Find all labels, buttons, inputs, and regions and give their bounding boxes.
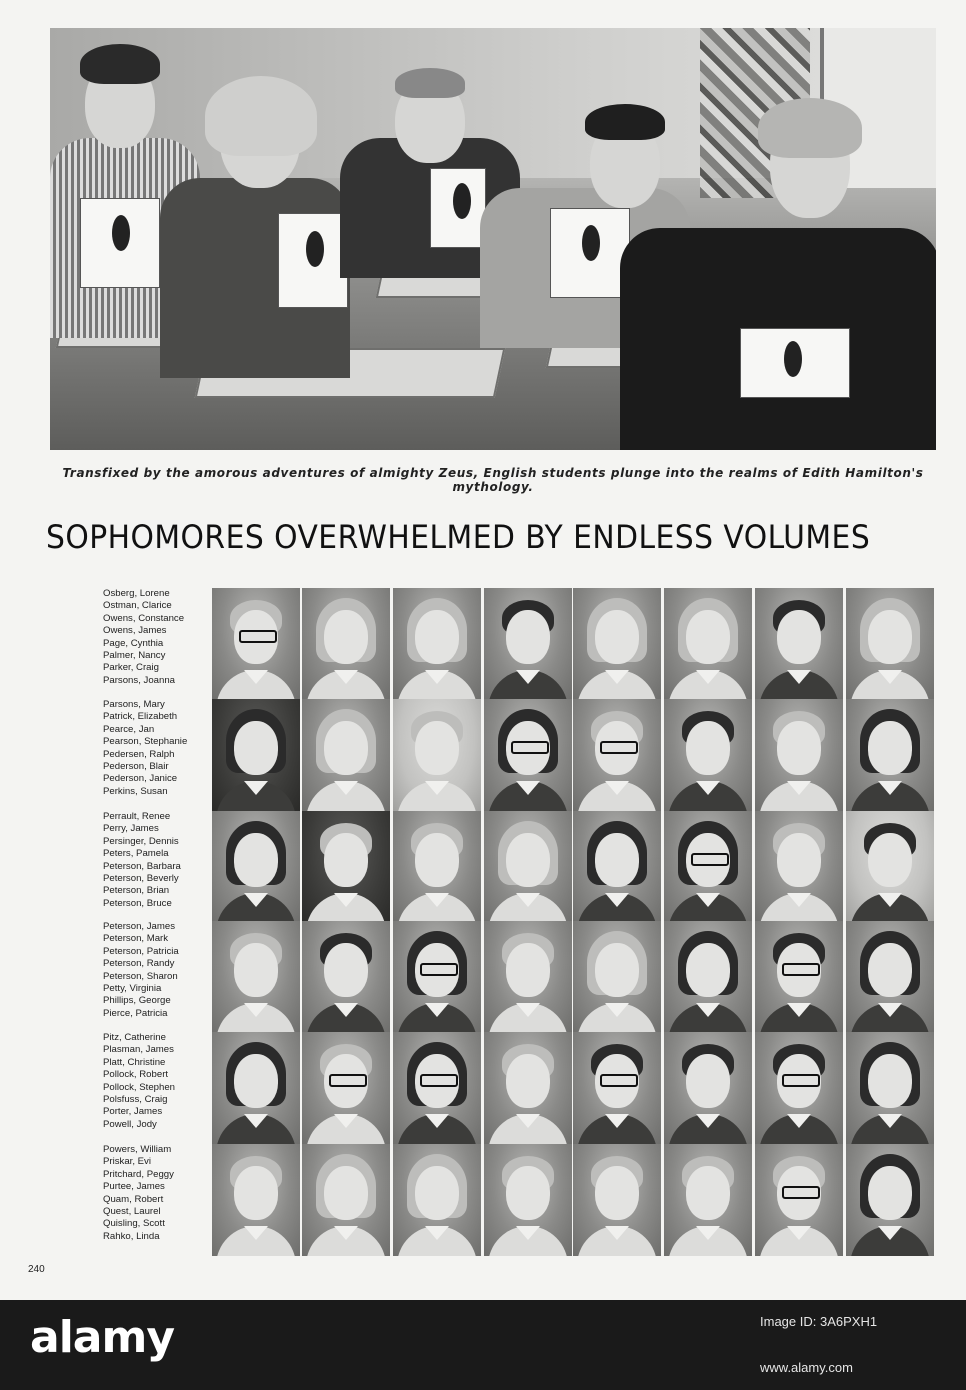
- student-portrait: [664, 588, 752, 700]
- student-name: Peterson, Mark: [103, 933, 169, 945]
- student-portrait: [755, 1032, 843, 1144]
- student-name: Priskar, Evi: [103, 1156, 151, 1168]
- name-list-row-6: [103, 1144, 213, 1243]
- student-portrait: [664, 921, 752, 1033]
- student-portrait: [212, 1032, 300, 1144]
- student-name: Peterson, Barbara: [103, 860, 181, 872]
- student-portrait: [484, 699, 572, 811]
- student-portrait: [573, 921, 661, 1033]
- student-portrait: [846, 811, 934, 923]
- student-portrait: [302, 811, 390, 923]
- student-name: Peterson, Sharon: [103, 970, 178, 982]
- student-portrait: [755, 1144, 843, 1256]
- student-name: Purtee, James: [103, 1181, 165, 1193]
- student-name: Palmer, Nancy: [103, 650, 166, 662]
- student-name: Perrault, Renee: [103, 811, 171, 822]
- student-name: Parsons, Mary: [103, 699, 165, 710]
- student-portrait: [664, 1032, 752, 1144]
- student-portrait: [212, 1144, 300, 1256]
- brand-logo: alamy: [30, 1312, 174, 1363]
- student-portrait: [393, 588, 481, 700]
- photo-caption: Transfixed by the amorous adventures of almighty Zeus, English students plunge into the realms of Edith Hamilton's mythology.: [62, 466, 924, 494]
- site-url: www.alamy.com: [760, 1360, 853, 1375]
- student-portrait: [302, 588, 390, 700]
- student-portrait: [755, 811, 843, 923]
- student-name: Pierce, Patricia: [103, 1007, 168, 1019]
- student-name: Peterson, Randy: [103, 958, 175, 970]
- student-name: Peterson, Beverly: [103, 873, 179, 885]
- student-name: Powers, William: [103, 1144, 172, 1155]
- student-name: Owens, Constance: [103, 612, 185, 624]
- student-portrait: [846, 588, 934, 700]
- student-name: Powell, Jody: [103, 1118, 157, 1130]
- student-name: Porter, James: [103, 1106, 163, 1118]
- student-name: Perkins, Susan: [103, 785, 168, 797]
- student-portrait: [393, 811, 481, 923]
- student-portrait: [755, 699, 843, 811]
- student-name: Rahko, Linda: [103, 1230, 160, 1242]
- student-portrait: [664, 811, 752, 923]
- student-portrait: [846, 699, 934, 811]
- student-portrait: [393, 921, 481, 1033]
- student-portrait: [846, 1144, 934, 1256]
- student-name: Peters, Pamela: [103, 848, 169, 860]
- student-name: Parker, Craig: [103, 662, 159, 674]
- name-list-row-5: [103, 1032, 213, 1131]
- student-portrait: [212, 921, 300, 1033]
- student-portrait: [212, 588, 300, 700]
- student-portrait: [302, 699, 390, 811]
- student-portrait: [393, 1144, 481, 1256]
- student-portrait: [302, 1032, 390, 1144]
- student-portrait: [664, 1144, 752, 1256]
- student-name: Platt, Christine: [103, 1056, 166, 1068]
- classroom-photo: [50, 28, 936, 450]
- student-name: Pederson, Blair: [103, 761, 169, 773]
- student-portrait: [484, 811, 572, 923]
- student-portrait: [212, 699, 300, 811]
- student-name: Osberg, Lorene: [103, 588, 170, 599]
- student-portrait: [573, 811, 661, 923]
- student-name: Page, Cynthia: [103, 637, 164, 649]
- student-portrait: [484, 1032, 572, 1144]
- student-name: Peterson, Bruce: [103, 897, 172, 909]
- student-portrait: [755, 588, 843, 700]
- name-list-row-3: [103, 811, 213, 910]
- name-list-row-1: [103, 588, 213, 687]
- student-name: Peterson, James: [103, 921, 175, 932]
- student-portrait: [393, 1032, 481, 1144]
- student-name: Phillips, George: [103, 995, 171, 1007]
- page-headline: SOPHOMORES OVERWHELMED BY ENDLESS VOLUMES: [46, 518, 871, 556]
- student-name: Petty, Virginia: [103, 983, 162, 995]
- student-name: Patrick, Elizabeth: [103, 711, 178, 723]
- student-name: Polsfuss, Craig: [103, 1094, 168, 1106]
- student-portrait: [846, 921, 934, 1033]
- student-name: Quam, Robert: [103, 1193, 164, 1205]
- student-name: Peterson, Brian: [103, 885, 170, 897]
- student-name: Pearson, Stephanie: [103, 736, 188, 748]
- image-id: Image ID: 3A6PXH1: [760, 1314, 878, 1329]
- student-portrait: [755, 921, 843, 1033]
- name-list-row-4: [103, 921, 213, 1020]
- student-portrait: [484, 921, 572, 1033]
- student-portrait: [664, 699, 752, 811]
- student-name: Parsons, Joanna: [103, 674, 175, 686]
- student-name: Quest, Laurel: [103, 1206, 161, 1218]
- student-name: Persinger, Dennis: [103, 835, 179, 847]
- student-name: Quisling, Scott: [103, 1218, 165, 1230]
- page-number: 240: [28, 1264, 45, 1275]
- student-name: Ostman, Clarice: [103, 600, 172, 612]
- student-name: Pollock, Robert: [103, 1069, 169, 1081]
- student-portrait: [484, 1144, 572, 1256]
- student-portrait: [302, 1144, 390, 1256]
- student-name: Pollock, Stephen: [103, 1081, 175, 1093]
- student-name: Pitz, Catherine: [103, 1032, 166, 1043]
- student-name: Owens, James: [103, 625, 167, 637]
- student-name: Peterson, Patricia: [103, 945, 179, 957]
- student-name: Pederson, Janice: [103, 773, 178, 785]
- student-portrait: [573, 1144, 661, 1256]
- student-portrait: [846, 1032, 934, 1144]
- student-name: Pritchard, Peggy: [103, 1168, 174, 1180]
- student-portrait: [573, 1032, 661, 1144]
- name-list-row-2: [103, 699, 213, 798]
- student-portrait: [573, 699, 661, 811]
- student-portrait: [484, 588, 572, 700]
- student-portrait: [393, 699, 481, 811]
- student-name: Pearce, Jan: [103, 723, 155, 735]
- student-portrait: [212, 811, 300, 923]
- student-name: Perry, James: [103, 823, 159, 835]
- student-portrait: [302, 921, 390, 1033]
- stock-watermark-bar: [0, 1300, 966, 1390]
- student-portrait: [573, 588, 661, 700]
- student-name: Plasman, James: [103, 1044, 174, 1056]
- student-name: Pedersen, Ralph: [103, 748, 175, 760]
